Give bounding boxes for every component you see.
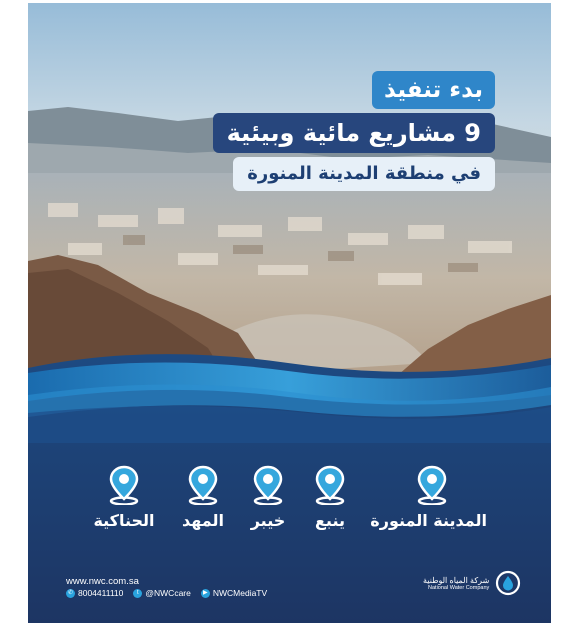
contact-row	[66, 588, 267, 598]
headline-line-1: بدء تنفيذ	[372, 71, 495, 109]
location-label: المدينة المنورة	[370, 511, 487, 530]
location-label: ينبع	[315, 511, 345, 530]
website-link[interactable]: www.nwc.com.sa	[66, 576, 139, 587]
location-label: الحناكية	[93, 511, 155, 530]
twitter-handle: @NWCcare	[145, 588, 191, 598]
phone-number: 8004411110	[78, 588, 124, 598]
poster	[28, 3, 551, 623]
location-item	[370, 465, 487, 530]
headline-line-3: في منطقة المدينة المنورة	[233, 157, 495, 191]
headline-line-2: 9 مشاريع مائية وبيئية	[213, 113, 495, 153]
twitter-contact[interactable]	[133, 588, 190, 598]
location-label: خيبر	[250, 511, 286, 530]
media-contact[interactable]	[201, 588, 267, 598]
location-pin-icon	[415, 465, 449, 505]
video-icon: ▶	[201, 589, 210, 598]
company-brand	[423, 570, 521, 596]
phone-contact[interactable]	[66, 588, 123, 598]
location-item	[69, 465, 179, 530]
twitter-icon: t	[133, 589, 142, 598]
brand-name-arabic: شركة المياه الوطنية	[423, 575, 490, 585]
phone-icon: ✆	[67, 589, 74, 596]
location-label: المهد	[181, 511, 225, 530]
water-drop-logo-icon	[495, 570, 521, 596]
location-pin-icon	[186, 465, 220, 505]
media-handle: NWCMediaTV	[212, 588, 268, 598]
location-pin-icon	[107, 465, 141, 505]
brand-name-english: National Water Company	[428, 584, 490, 591]
